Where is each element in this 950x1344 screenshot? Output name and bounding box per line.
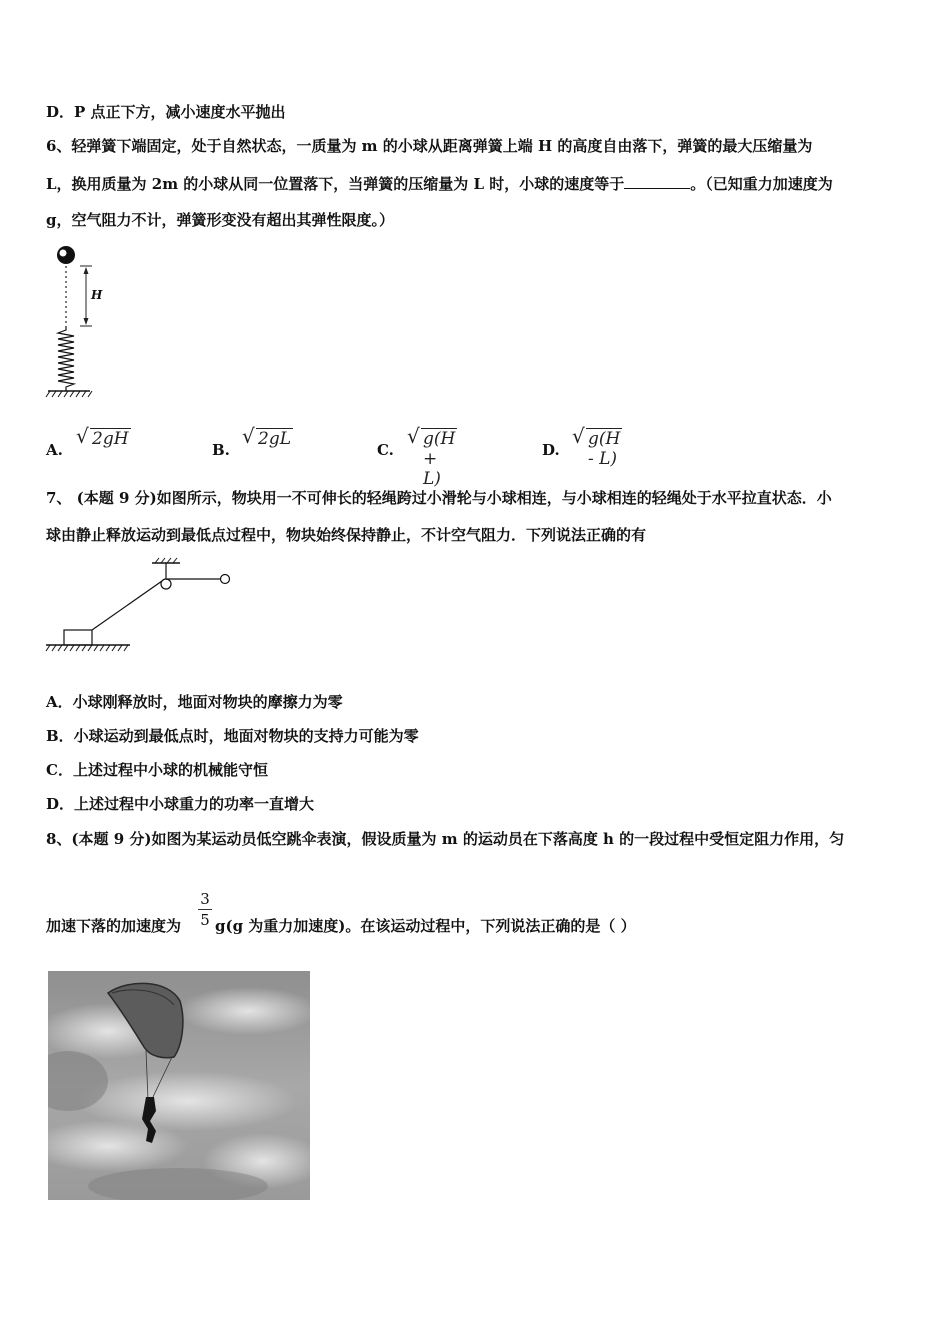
- q7-option-b[interactable]: B．小球运动到最低点时，地面对物块的支持力可能为零: [46, 727, 419, 745]
- spring-ball-figure: [44, 240, 114, 400]
- sqrt-body: g(H - L): [588, 429, 621, 469]
- pulley-block-figure: [44, 555, 240, 655]
- option-formula: √ 2gL: [242, 424, 291, 449]
- q6-text-line2: [46, 174, 833, 194]
- q7-text-line1: 7、 (本题 9 分)如图所示，物块用一不可伸长的轻绳跨过小滑轮与小球相连，与小球相连的轻绳处于水平拉直状态．小: [46, 489, 832, 507]
- sqrt-body: 2gL: [258, 429, 291, 449]
- option-label: B.: [212, 441, 230, 459]
- q7-option-c[interactable]: C．上述过程中小球的机械能守恒: [46, 761, 268, 779]
- option-label: A.: [46, 441, 63, 459]
- q8-text-line2: [46, 916, 181, 936]
- option-label: C.: [377, 441, 394, 459]
- paraglider-photo: [48, 971, 310, 1200]
- fraction-three-fifths: [198, 890, 212, 930]
- fraction-numerator: 3: [198, 890, 212, 910]
- sqrt-body: g(H + L): [423, 429, 456, 489]
- q8-line2-pre: 加速下落的加速度为: [46, 917, 182, 935]
- option-formula: √ g(H + L): [407, 424, 456, 489]
- q6-text-line3: g，空气阻力不计，弹簧形变没有超出其弹性限度。）: [46, 211, 394, 229]
- option-formula: √ g(H - L): [572, 424, 621, 469]
- q6-line2-pre: L，换用质量为 2m 的小球从同一位置落下，当弹簧的压缩量为 L 时，小球的速度等于: [46, 175, 625, 193]
- q7-option-a[interactable]: A．小球刚释放时，地面对物块的摩擦力为零: [46, 693, 343, 711]
- q6-text-line1: 6、轻弹簧下端固定，处于自然状态，一质量为 m 的小球从距离弹簧上端 H 的高度自由落下，弹簧的最大压缩量为: [46, 137, 813, 155]
- q7-option-d[interactable]: D．上述过程中小球重力的功率一直增大: [46, 795, 315, 813]
- option-label: D.: [542, 441, 560, 459]
- q8-text-line2-post: g(g 为重力加速度)。在该运动过程中，下列说法正确的是（ ）: [215, 917, 636, 935]
- q7-text-line2: 球由静止释放运动到最低点过程中，物块始终保持静止，不计空气阻力．下列说法正确的有: [46, 526, 647, 544]
- q6-line2-post: 。（已知重力加速度为: [690, 175, 833, 193]
- q5-option-d: D．P 点正下方，减小速度水平抛出: [46, 103, 286, 121]
- h-label: H: [91, 288, 103, 302]
- sqrt-body: 2gH: [92, 429, 129, 449]
- q6-options: [46, 424, 846, 489]
- answer-blank: [624, 174, 690, 189]
- option-formula: √ 2gH: [76, 424, 129, 449]
- fraction-denominator: 5: [200, 911, 210, 929]
- q8-text-line1: 8、(本题 9 分)如图为某运动员低空跳伞表演，假设质量为 m 的运动员在下落高度 h 的一段过程中受恒定阻力作用，匀: [46, 830, 845, 848]
